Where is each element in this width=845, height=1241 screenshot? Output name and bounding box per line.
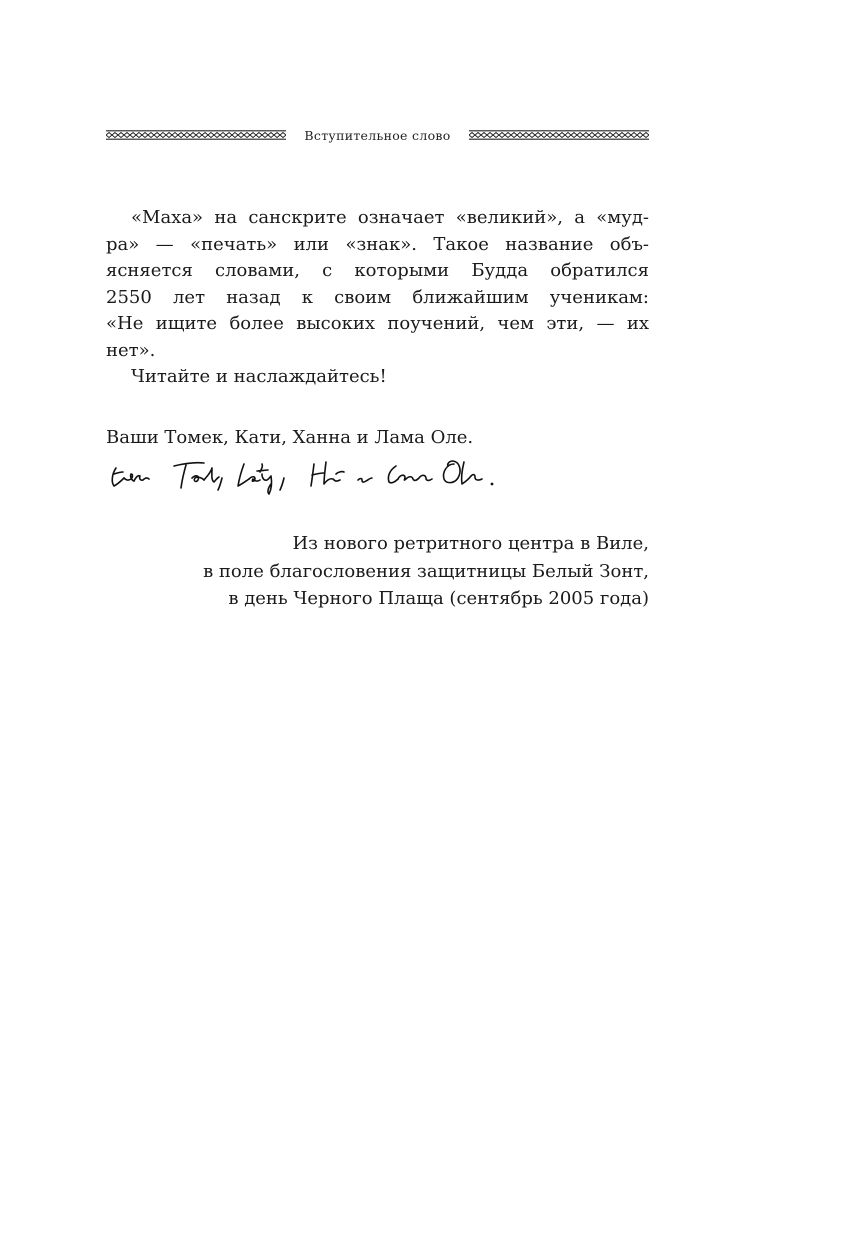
paragraph-line: ясняется словами, с которыми Будда обратился <box>106 260 649 281</box>
ornament-band-right-icon <box>469 130 649 140</box>
paragraph-mahamudra <box>106 205 649 364</box>
running-header <box>106 124 649 146</box>
running-title: Вступительное слово <box>304 127 451 143</box>
dateline-line: в день Черного Плаща (сентябрь 2005 года) <box>228 588 649 609</box>
dateline-line: в поле благословения защитницы Белый Зонт, <box>203 560 649 582</box>
handwritten-signature-icon <box>104 444 504 496</box>
paragraph-line: нет». <box>106 339 156 361</box>
paragraph-enjoy: Читайте и наслаждайтесь! <box>131 366 387 387</box>
dateline <box>106 530 649 613</box>
paragraph-line: «Маха» на санскрите означает «великий», а «муд- <box>131 207 649 228</box>
dateline-line: Из нового ретритного центра в Виле, <box>292 533 649 554</box>
paragraph-line: «Не ищите более высоких поучений, чем эти, — их <box>106 313 649 334</box>
ornament-band-left-icon <box>106 130 286 140</box>
paragraph-line: 2550 лет назад к своим ближайшим ученикам: <box>106 286 649 308</box>
body-text <box>106 205 649 391</box>
signoff-line: Ваши Томек, Кати, Ханна и Лама Оле. <box>106 427 474 448</box>
paragraph-line: ра» — «печать» или «знак». Такое название объ- <box>106 233 649 255</box>
